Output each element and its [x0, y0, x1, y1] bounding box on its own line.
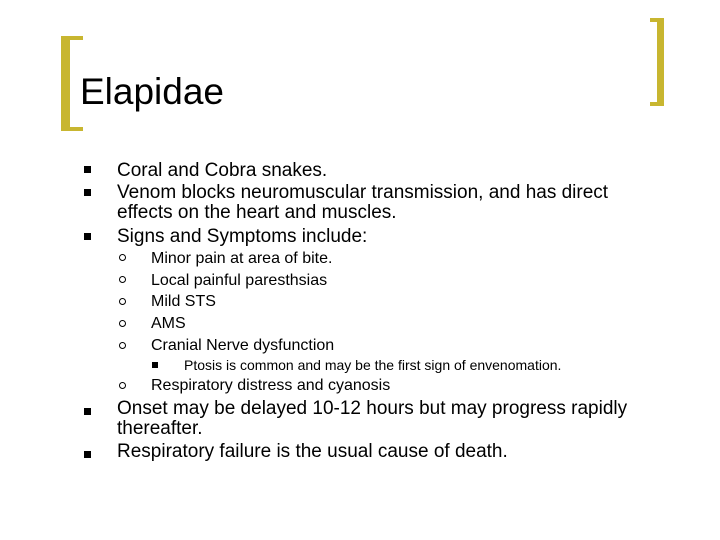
bullet-item: [117, 183, 608, 202]
circle-bullet-icon: [119, 298, 126, 305]
sub-bullet-item: [151, 335, 334, 356]
bullet-item: [117, 227, 367, 246]
sub-sub-bullet-text: Ptosis is common and may be the first sign of envenomation.: [184, 357, 562, 373]
bullet-text: Coral and Cobra snakes.: [117, 160, 328, 181]
circle-bullet-icon: [119, 342, 126, 349]
bullet-text: thereafter.: [117, 418, 203, 439]
square-bullet-icon: [84, 233, 91, 240]
bullet-text: Venom blocks neuromuscular transmission, and has direct: [117, 182, 609, 203]
bullet-item: [117, 399, 627, 418]
sub-bullet-text: Local painful paresthsias: [151, 272, 328, 289]
sub-bullet-text: Mild STS: [151, 293, 216, 310]
bullet-text: Signs and Symptoms include:: [117, 226, 368, 247]
sub-bullet-text: Minor pain at area of bite.: [151, 250, 333, 267]
sub-bullet-text: Cranial Nerve dysfunction: [151, 337, 335, 354]
square-bullet-icon: [84, 451, 91, 458]
bullet-item: [117, 442, 508, 461]
bullet-item-continuation: [117, 419, 203, 438]
sub-bullet-item: [151, 313, 186, 334]
square-bullet-icon: [84, 189, 91, 196]
sub-bullet-text: AMS: [151, 315, 186, 332]
sub-bullet-item: [151, 270, 327, 291]
sub-bullet-item: [151, 248, 332, 269]
bullet-text: Respiratory failure is the usual cause of death.: [117, 441, 508, 462]
bullet-item-continuation: [117, 203, 397, 222]
circle-bullet-icon: [119, 320, 126, 327]
square-bullet-icon: [152, 362, 158, 368]
sub-sub-bullet-item: [184, 357, 561, 374]
sub-bullet-item: [151, 291, 216, 312]
bullet-item: [117, 161, 327, 180]
sub-bullet-text: Respiratory distress and cyanosis: [151, 377, 391, 394]
circle-bullet-icon: [119, 254, 126, 261]
circle-bullet-icon: [119, 276, 126, 283]
slide-title: Elapidae: [80, 71, 225, 112]
square-bullet-icon: [84, 408, 91, 415]
sub-bullet-item: [151, 375, 390, 396]
square-bullet-icon: [84, 166, 91, 173]
circle-bullet-icon: [119, 382, 126, 389]
bullet-text: Onset may be delayed 10-12 hours but may progress rapidly: [117, 398, 628, 419]
bullet-text: effects on the heart and muscles.: [117, 202, 397, 223]
